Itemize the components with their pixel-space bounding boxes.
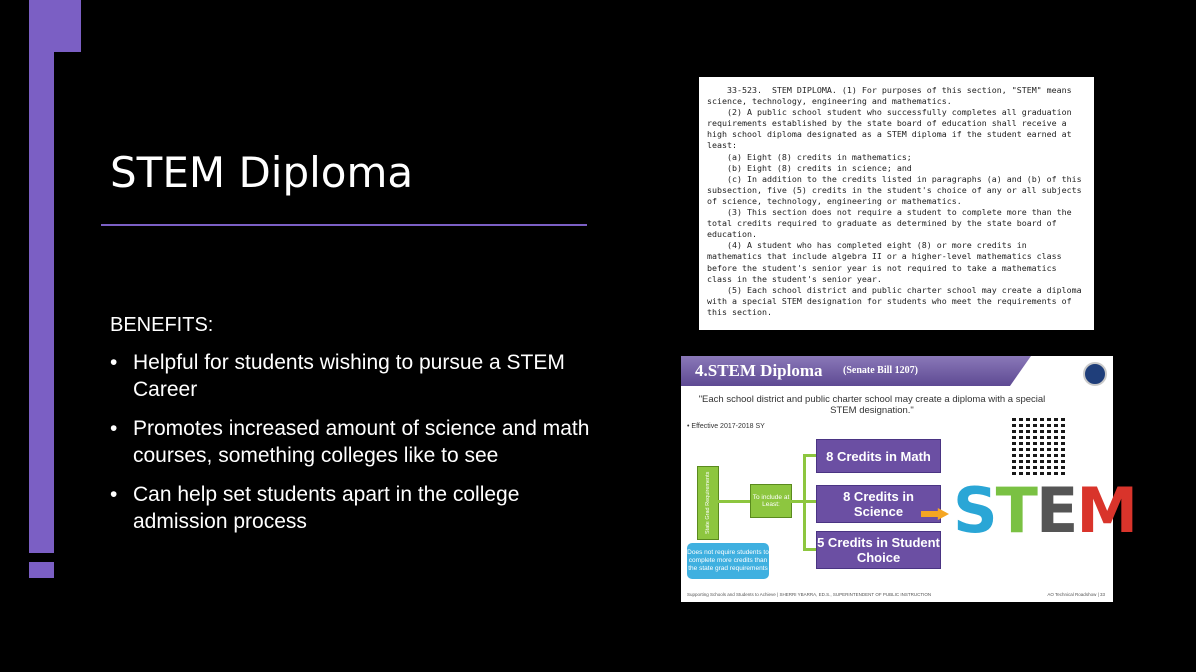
connector-line [803,454,816,457]
statute-paragraph: (3) This section does not require a student to complete more than the total credits required to graduate as determined by the state board of education. [707,207,1077,240]
title-underline [101,224,587,226]
stem-diploma-image [681,356,1137,602]
image-banner-title: 4.STEM Diploma [695,361,823,380]
statute-paragraph: (2) A public school student who successfully completes all graduation requirements established by the state board of education shall receive a high school diploma designated as a STEM diploma if the student earned at least: [707,107,1077,151]
image-banner-subtitle: (Senate Bill 1207) [843,365,918,376]
decor-vertical-bar [29,0,54,553]
slide-title: STEM Diploma [110,148,414,197]
stem-logo-letter: M [1076,474,1137,547]
decor-square-bottom [29,562,54,578]
list-item [110,481,590,535]
stem-logo [953,474,1136,547]
image-footer-left: Supporting Schools and Students to Achieve | SHERRI YBARRA, ED.S., SUPERINTENDENT OF PUBLIC INSTRUCTION [687,592,932,597]
note-box: Does not require students to complete more credits than the state grad requirements [687,543,769,579]
bullet-icon: • [110,483,118,506]
qr-code-icon [1012,415,1067,475]
connector-line [790,500,804,503]
statute-paragraph: (4) A student who has completed eight (8) or more credits in mathematics that include algebra II or a higher-level mathematics class before the student's senior year is not required to take a mathematics class in the student's senior year. [707,240,1067,284]
statute-paragraph: (c) In addition to the credits listed in paragraphs (a) and (b) of this subsection, five (5) credits in the student's choice of any or all subjects of science, technology, engineering or mathematics. [707,173,1087,206]
bullet-text: Promotes increased amount of science and math courses, something colleges like to see [133,417,590,467]
benefits-list [110,349,590,535]
list-item [110,415,590,469]
bullet-icon: • [110,351,118,374]
include-box: To include at Least: [750,484,792,518]
benefits-section [110,314,590,547]
state-grad-box: State Grad Requirements [697,466,719,540]
credit-box-choice: 5 Credits in Student Choice [816,531,941,569]
list-item [110,349,590,403]
statute-paragraph: (a) Eight (8) credits in mathematics; [707,151,912,162]
stem-logo-letter: E [1035,474,1077,547]
connector-line [718,500,750,503]
connector-line [803,548,816,551]
credit-box-science: 8 Credits in Science [816,485,941,523]
image-footer-right: AO Technical Roadshow | 33 [1047,592,1105,597]
stem-logo-letter: T [995,474,1036,547]
statute-text-image [699,77,1094,330]
benefits-heading: BENEFITS: [110,314,214,336]
bullet-icon: • [110,417,118,440]
image-quote: "Each school district and public charter school may create a diploma with a special STEM designation." [698,394,1046,416]
state-seal-icon [1083,362,1107,386]
credit-box-math: 8 Credits in Math [816,439,941,473]
stem-logo-letter: S [953,474,996,547]
image-effective-note: • Effective 2017-2018 SY [687,423,765,430]
statute-paragraph: (b) Eight (8) credits in science; and [707,162,912,173]
connector-line [803,500,816,503]
bullet-text: Can help set students apart in the college admission process [133,483,520,533]
bullet-text: Helpful for students wishing to pursue a STEM Career [133,351,565,401]
statute-paragraph: (5) Each school district and public charter school may create a diploma with a special STEM designation for students who meet the requirements of this section. [707,284,1087,317]
statute-paragraph: 33-523. STEM DIPLOMA. (1) For purposes of this section, "STEM" means science, technology, engineering and mathematics. [707,85,1077,107]
